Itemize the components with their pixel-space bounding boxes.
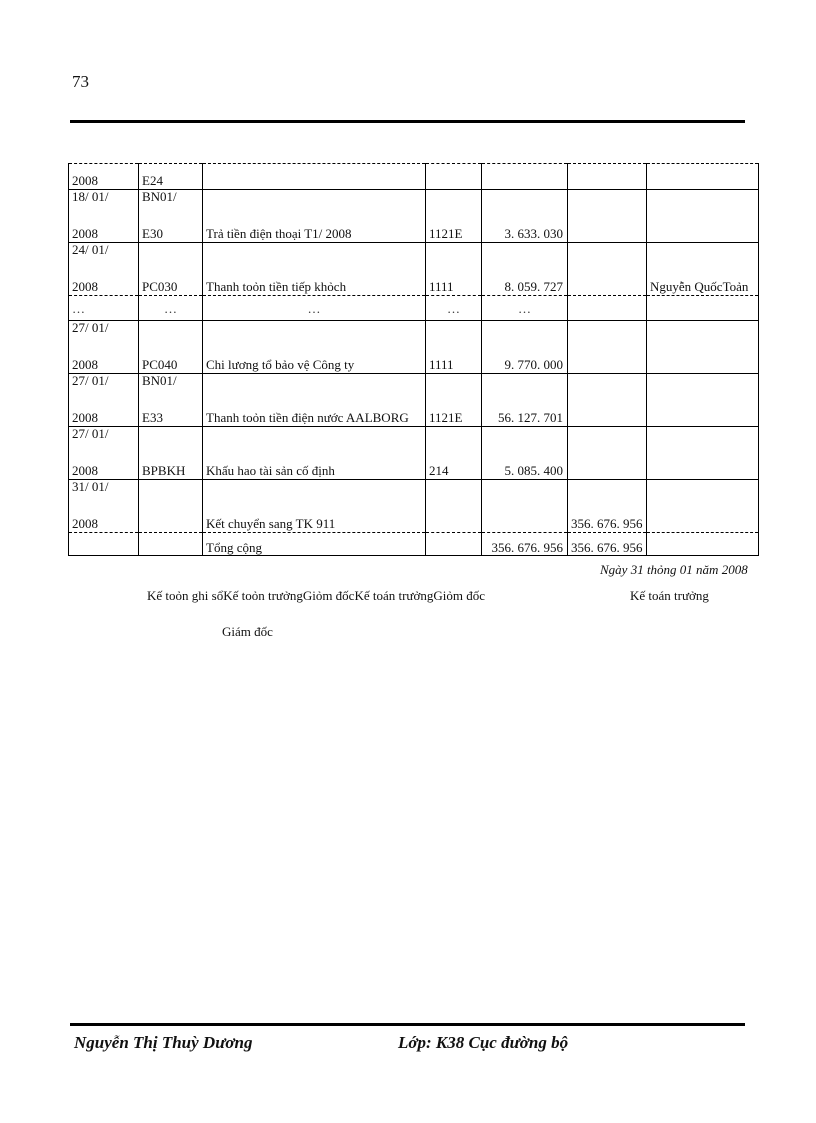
table-row: [69, 480, 759, 506]
table-row: [69, 505, 759, 533]
footer-author: Nguyễn Thị Thuỳ Dương: [74, 1033, 253, 1052]
cell-voucher-bottom: E33: [139, 399, 203, 427]
cell-credit: [568, 399, 647, 427]
cell-date-top: 27/ 01/: [69, 374, 139, 400]
cell-date-top: 27/ 01/: [69, 321, 139, 347]
signature-chief-accountant: Kế toán trưởng: [630, 588, 709, 603]
cell-voucher: E24: [139, 164, 203, 190]
cell-date-bottom: 2008: [69, 268, 139, 296]
cell-debit: [482, 505, 568, 533]
table-row: [69, 190, 759, 216]
table-row: [69, 321, 759, 347]
cell-note: [647, 452, 759, 480]
ledger-table: [68, 163, 759, 556]
cell-account: …: [426, 296, 482, 321]
total-debit: 356. 676. 956: [482, 533, 568, 556]
bottom-rule: [70, 1023, 745, 1026]
cell-date-top: 18/ 01/: [69, 190, 139, 216]
cell-description: Chi lương tổ bảo vệ Công ty: [203, 346, 426, 374]
table-row: [69, 243, 759, 269]
cell-credit: [568, 164, 647, 190]
cell-description: [203, 164, 426, 190]
cell-date-top: 24/ 01/: [69, 243, 139, 269]
cell-voucher-top: BN01/: [139, 374, 203, 400]
cell-description: Thanh toỏn tiền tiếp khỏch: [203, 268, 426, 296]
table-row: [69, 452, 759, 480]
cell-voucher-top: [139, 480, 203, 506]
cell-voucher-bottom: BPBKH: [139, 452, 203, 480]
cell-note: [647, 215, 759, 243]
cell-description: Kết chuyển sang TK 911: [203, 505, 426, 533]
cell-credit: [568, 215, 647, 243]
cell-voucher-bottom: [139, 505, 203, 533]
cell-voucher-top: [139, 427, 203, 453]
cell-description: Khấu hao tài sản cố định: [203, 452, 426, 480]
cell-date-top: 31/ 01/: [69, 480, 139, 506]
cell-debit: 9. 770. 000: [482, 346, 568, 374]
cell-date: …: [69, 296, 139, 321]
table-row: [69, 268, 759, 296]
cell-voucher-bottom: E30: [139, 215, 203, 243]
table-row: [69, 399, 759, 427]
cell-voucher-bottom: PC040: [139, 346, 203, 374]
cell-note: [647, 399, 759, 427]
signature-roles: Kế toỏn ghi sổKế toỏn trưởngGiỏm đốcKế toán trưởngGiỏm đốc: [147, 588, 485, 603]
top-rule: [70, 120, 745, 123]
signature-date: Ngày 31 thỏng 01 năm 2008: [600, 562, 748, 577]
cell-account: 1121E: [426, 399, 482, 427]
cell-description: …: [203, 296, 426, 321]
table-row: [69, 346, 759, 374]
cell-debit: 8. 059. 727: [482, 268, 568, 296]
cell-credit: 356. 676. 956: [568, 505, 647, 533]
total-label: Tổng cộng: [203, 533, 426, 556]
table-row: [69, 296, 759, 321]
page-number: 73: [72, 72, 89, 91]
cell-account: 214: [426, 452, 482, 480]
cell-account: 1111: [426, 346, 482, 374]
cell-voucher: …: [139, 296, 203, 321]
cell-debit: …: [482, 296, 568, 321]
table-row: [69, 374, 759, 400]
cell-debit: [482, 164, 568, 190]
cell-description: Trả tiền điện thoại T1/ 2008: [203, 215, 426, 243]
cell-voucher-top: [139, 321, 203, 347]
table-row: [69, 427, 759, 453]
cell-note: Nguyễn QuốcToản: [647, 268, 759, 296]
cell-voucher-bottom: PC030: [139, 268, 203, 296]
cell-debit: 5. 085. 400: [482, 452, 568, 480]
footer-class: Lớp: K38 Cục đường bộ: [398, 1033, 569, 1052]
cell-credit: [568, 452, 647, 480]
cell-date-bottom: 2008: [69, 215, 139, 243]
cell-date-bottom: 2008: [69, 452, 139, 480]
cell-date-bottom: 2008: [69, 399, 139, 427]
cell-voucher-top: [139, 243, 203, 269]
cell-debit: 3. 633. 030: [482, 215, 568, 243]
cell-credit: [568, 268, 647, 296]
cell-description: Thanh toỏn tiền điện nước AALBORG: [203, 399, 426, 427]
total-credit: 356. 676. 956: [568, 533, 647, 556]
table-row: [69, 215, 759, 243]
cell-note: [647, 346, 759, 374]
total-row: [69, 533, 759, 556]
cell-note: [647, 164, 759, 190]
cell-account: [426, 505, 482, 533]
cell-debit: 56. 127. 701: [482, 399, 568, 427]
cell-credit: [568, 346, 647, 374]
table-row: [69, 164, 759, 190]
signature-director: Giám đốc: [222, 624, 273, 639]
cell-date-bottom: 2008: [69, 505, 139, 533]
cell-date: 2008: [69, 164, 139, 190]
cell-voucher-top: BN01/: [139, 190, 203, 216]
cell-note: [647, 505, 759, 533]
cell-account: 1111: [426, 268, 482, 296]
cell-account: 1121E: [426, 215, 482, 243]
cell-account: [426, 164, 482, 190]
cell-date-bottom: 2008: [69, 346, 139, 374]
cell-date-top: 27/ 01/: [69, 427, 139, 453]
